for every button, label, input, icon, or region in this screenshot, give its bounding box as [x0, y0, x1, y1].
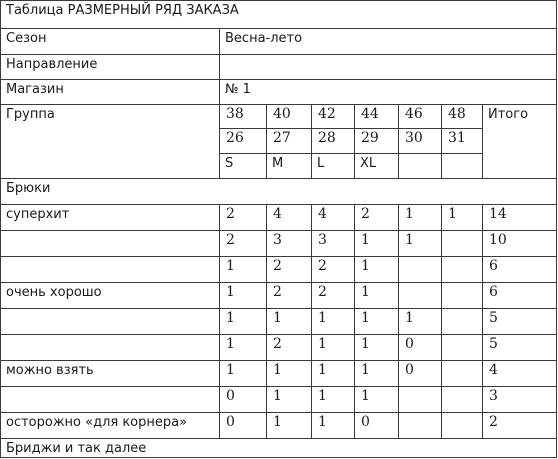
qty-cell: 0 — [226, 388, 235, 404]
qty-cell: 2 — [273, 258, 282, 274]
qty-cell: 0 — [405, 362, 414, 378]
qty-cell: 2 — [361, 206, 370, 222]
qty-cell: 0 — [226, 414, 235, 430]
row-label — [0, 256, 219, 282]
qty-cell: 1 — [273, 388, 282, 404]
qty-cell: 1 — [273, 310, 282, 326]
row-total: 6 — [489, 258, 498, 274]
qty-cell: 1 — [273, 362, 282, 378]
qty-cell — [398, 386, 441, 412]
qty-cell — [441, 412, 482, 438]
qty-cell: 1 — [361, 310, 370, 326]
qty-cell: 1 — [318, 362, 327, 378]
row-label — [0, 308, 219, 334]
size-cell: S — [225, 156, 234, 171]
group-row — [0, 104, 557, 178]
qty-cell: 1 — [226, 258, 235, 274]
qty-cell — [398, 256, 441, 282]
qty-cell — [441, 282, 482, 308]
qty-cell: 1 — [318, 336, 327, 352]
season-value: Весна-лето — [225, 31, 303, 46]
row-label — [0, 230, 219, 256]
section-trousers: Брюки — [6, 181, 51, 196]
size-cell: 26 — [226, 130, 244, 146]
table-row — [0, 308, 557, 334]
table-row — [0, 230, 557, 256]
section-trousers-row — [0, 178, 557, 204]
table-row — [0, 334, 557, 360]
store-value: № 1 — [225, 82, 251, 97]
size-cell: 38 — [226, 106, 244, 122]
qty-cell — [441, 334, 482, 360]
qty-cell: 1 — [405, 310, 414, 326]
qty-cell — [441, 230, 482, 256]
qty-cell: 1 — [318, 414, 327, 430]
qty-cell: 1 — [361, 232, 370, 248]
qty-cell: 1 — [361, 258, 370, 274]
qty-cell — [441, 308, 482, 334]
table-row — [0, 360, 557, 386]
qty-cell: 4 — [318, 206, 327, 222]
qty-cell — [441, 386, 482, 412]
store-label: Магазин — [6, 82, 64, 97]
row-total: 4 — [489, 362, 498, 378]
qty-cell: 1 — [226, 310, 235, 326]
total-header: Итого — [488, 107, 529, 122]
size-cell — [398, 153, 441, 178]
row-label: осторожно «для корнера» — [6, 415, 188, 430]
row-total: 5 — [489, 336, 498, 352]
size-cell: 44 — [361, 106, 379, 122]
size-cell: 42 — [318, 106, 336, 122]
size-cell: L — [317, 156, 325, 171]
row-total: 14 — [489, 206, 507, 222]
size-cell: 48 — [448, 106, 466, 122]
table-row — [0, 256, 557, 282]
season-row — [0, 28, 557, 54]
table-row — [0, 282, 557, 308]
qty-cell — [398, 412, 441, 438]
qty-cell: 1 — [273, 414, 282, 430]
store-row — [0, 79, 557, 104]
row-label — [0, 334, 219, 360]
row-label: очень хорошо — [6, 285, 102, 300]
direction-label: Направление — [6, 57, 98, 72]
row-label: можно взять — [6, 363, 94, 378]
table-title-row — [0, 0, 557, 28]
qty-cell: 1 — [448, 206, 457, 222]
row-label — [0, 386, 219, 412]
qty-cell — [441, 256, 482, 282]
qty-cell: 1 — [226, 336, 235, 352]
qty-cell: 1 — [226, 362, 235, 378]
qty-cell: 3 — [318, 232, 327, 248]
qty-cell: 2 — [273, 336, 282, 352]
row-total: 3 — [489, 388, 498, 404]
footer-row — [0, 438, 557, 458]
table-title: Таблица РАЗМЕРНЫЙ РЯД ЗАКАЗА — [6, 3, 239, 18]
qty-cell — [398, 282, 441, 308]
size-cell: M — [272, 156, 284, 171]
qty-cell: 1 — [226, 284, 235, 300]
qty-cell: 2 — [226, 232, 235, 248]
qty-cell: 3 — [273, 232, 282, 248]
qty-cell: 1 — [405, 206, 414, 222]
qty-cell: 1 — [318, 310, 327, 326]
size-cell: 28 — [318, 130, 336, 146]
season-label: Сезон — [6, 31, 47, 46]
row-total: 10 — [489, 232, 507, 248]
direction-row — [0, 54, 557, 79]
table-row — [0, 412, 557, 438]
size-cell: 46 — [405, 106, 423, 122]
row-total: 2 — [489, 414, 498, 430]
row-total: 6 — [489, 284, 498, 300]
size-cell — [441, 153, 482, 178]
size-cell: 40 — [273, 106, 291, 122]
direction-value — [219, 54, 557, 79]
qty-cell: 2 — [318, 284, 327, 300]
qty-cell: 1 — [361, 336, 370, 352]
qty-cell: 2 — [318, 258, 327, 274]
qty-cell: 0 — [405, 336, 414, 352]
size-cell: 30 — [405, 130, 423, 146]
footer-text: Бриджи и так далее — [6, 441, 147, 456]
group-label: Группа — [6, 107, 55, 122]
row-total: 5 — [489, 310, 498, 326]
qty-cell: 0 — [361, 414, 370, 430]
qty-cell: 1 — [361, 362, 370, 378]
qty-cell: 1 — [405, 232, 414, 248]
qty-cell — [441, 360, 482, 386]
qty-cell: 1 — [318, 388, 327, 404]
table-row — [0, 204, 557, 230]
qty-cell: 1 — [361, 284, 370, 300]
qty-cell: 2 — [273, 284, 282, 300]
table-row — [0, 386, 557, 412]
qty-cell: 1 — [361, 388, 370, 404]
qty-cell: 4 — [273, 206, 282, 222]
size-cell: XL — [360, 156, 377, 171]
row-label: суперхит — [6, 207, 70, 222]
qty-cell: 2 — [226, 206, 235, 222]
size-cell: 31 — [448, 130, 466, 146]
size-cell: 29 — [361, 130, 379, 146]
size-cell: 27 — [273, 130, 291, 146]
